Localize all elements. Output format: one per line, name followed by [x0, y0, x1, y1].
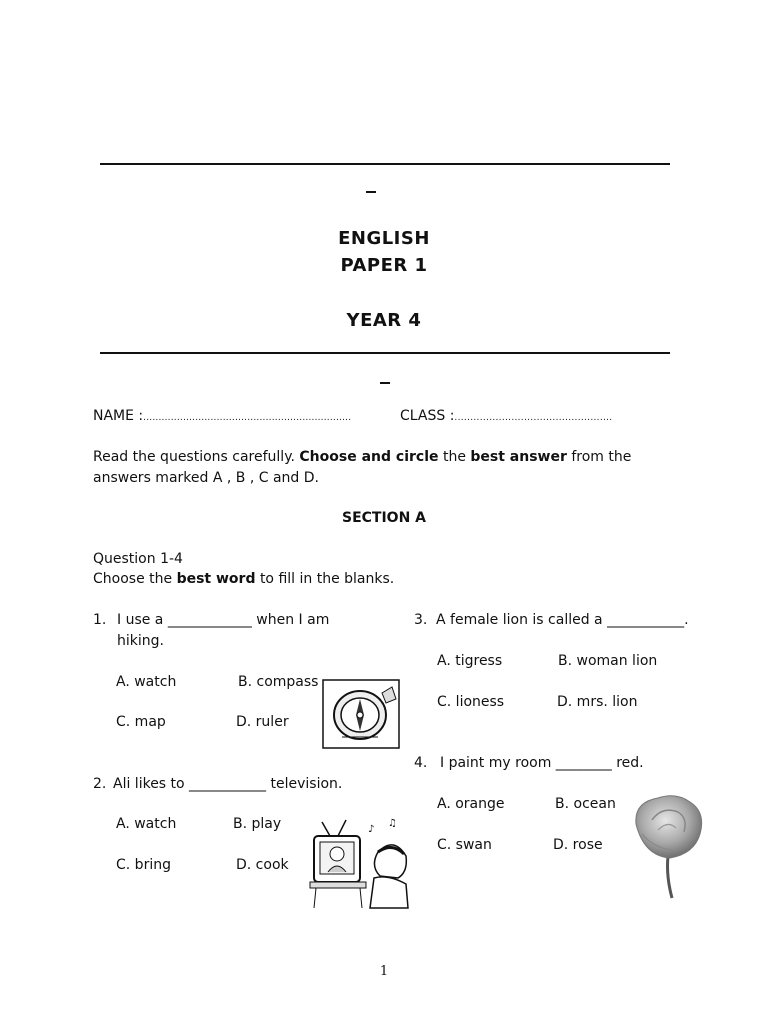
- prompt-text: Choose the: [93, 571, 173, 587]
- name-label: NAME :: [93, 408, 144, 424]
- svg-text:♪: ♪: [368, 824, 375, 835]
- question-2-option-a[interactable]: A. watch: [116, 816, 177, 832]
- question-2-option-d[interactable]: D. cook: [236, 857, 289, 873]
- question-3-option-d[interactable]: D. mrs. lion: [557, 694, 638, 710]
- header-bottom-rule: [100, 352, 670, 354]
- page-number: 1: [379, 964, 389, 979]
- question-3-option-a[interactable]: A. tigress: [437, 653, 503, 669]
- instructions-text: from the: [571, 449, 632, 465]
- question-3-option-b[interactable]: B. woman lion: [558, 653, 658, 669]
- question-4-option-b[interactable]: B. ocean: [555, 796, 616, 812]
- question-range: Question 1-4: [93, 551, 183, 567]
- class-label: CLASS :: [400, 408, 455, 424]
- compass-icon: [322, 679, 400, 749]
- class-field: [400, 408, 612, 424]
- instructions-text: Read the questions carefully.: [93, 449, 295, 465]
- instructions-text: the: [442, 449, 466, 465]
- question-2-text: Ali likes to ___________ television.: [113, 776, 343, 792]
- question-4-option-d[interactable]: D. rose: [553, 837, 603, 853]
- section-title: SECTION A: [341, 510, 426, 526]
- question-2-option-c[interactable]: C. bring: [116, 857, 171, 873]
- instructions-line-1: [93, 449, 631, 465]
- question-3-option-c[interactable]: C. lioness: [437, 694, 505, 710]
- header-top-rule: [100, 163, 670, 165]
- question-4-text: I paint my room ________ red.: [440, 755, 644, 771]
- question-4-number: 4.: [414, 755, 428, 771]
- question-1-option-b[interactable]: B. compass: [238, 674, 319, 690]
- question-1-number: 1.: [93, 612, 107, 628]
- question-3-number: 3.: [414, 612, 428, 628]
- question-3-text: A female lion is called a ___________.: [436, 612, 689, 628]
- rose-icon: [628, 790, 710, 900]
- header-bottom-dash: [380, 382, 390, 384]
- question-4-option-a[interactable]: A. orange: [437, 796, 505, 812]
- question-1-text: I use a ____________ when I am: [117, 612, 330, 628]
- question-2-option-b[interactable]: B. play: [233, 816, 282, 832]
- name-dots: ....................................................................: [143, 413, 352, 423]
- question-2-number: 2.: [93, 776, 107, 792]
- prompt-emphasis: best word: [176, 571, 256, 587]
- instructions-line-2: answers marked A , B , C and D.: [93, 470, 319, 486]
- name-field: [93, 408, 351, 424]
- svg-text:♫: ♫: [388, 818, 397, 829]
- boy-watching-tv-icon: [308, 814, 410, 910]
- instructions-emphasis-1: Choose and circle: [299, 449, 439, 465]
- instructions-emphasis-2: best answer: [470, 449, 567, 465]
- paper-title: PAPER 1: [340, 255, 428, 276]
- prompt-text: to fill in the blanks.: [259, 571, 395, 587]
- question-1-text-cont: hiking.: [117, 633, 164, 649]
- class-dots: ..................................................: [454, 413, 613, 423]
- year-title: YEAR 4: [346, 310, 422, 331]
- question-1-option-d[interactable]: D. ruler: [236, 714, 289, 730]
- question-prompt: [93, 571, 394, 587]
- question-1-option-c[interactable]: C. map: [116, 714, 166, 730]
- question-4-option-c[interactable]: C. swan: [437, 837, 492, 853]
- header-top-dash: [366, 191, 376, 193]
- question-1-option-a[interactable]: A. watch: [116, 674, 177, 690]
- subject-title: ENGLISH: [338, 228, 430, 249]
